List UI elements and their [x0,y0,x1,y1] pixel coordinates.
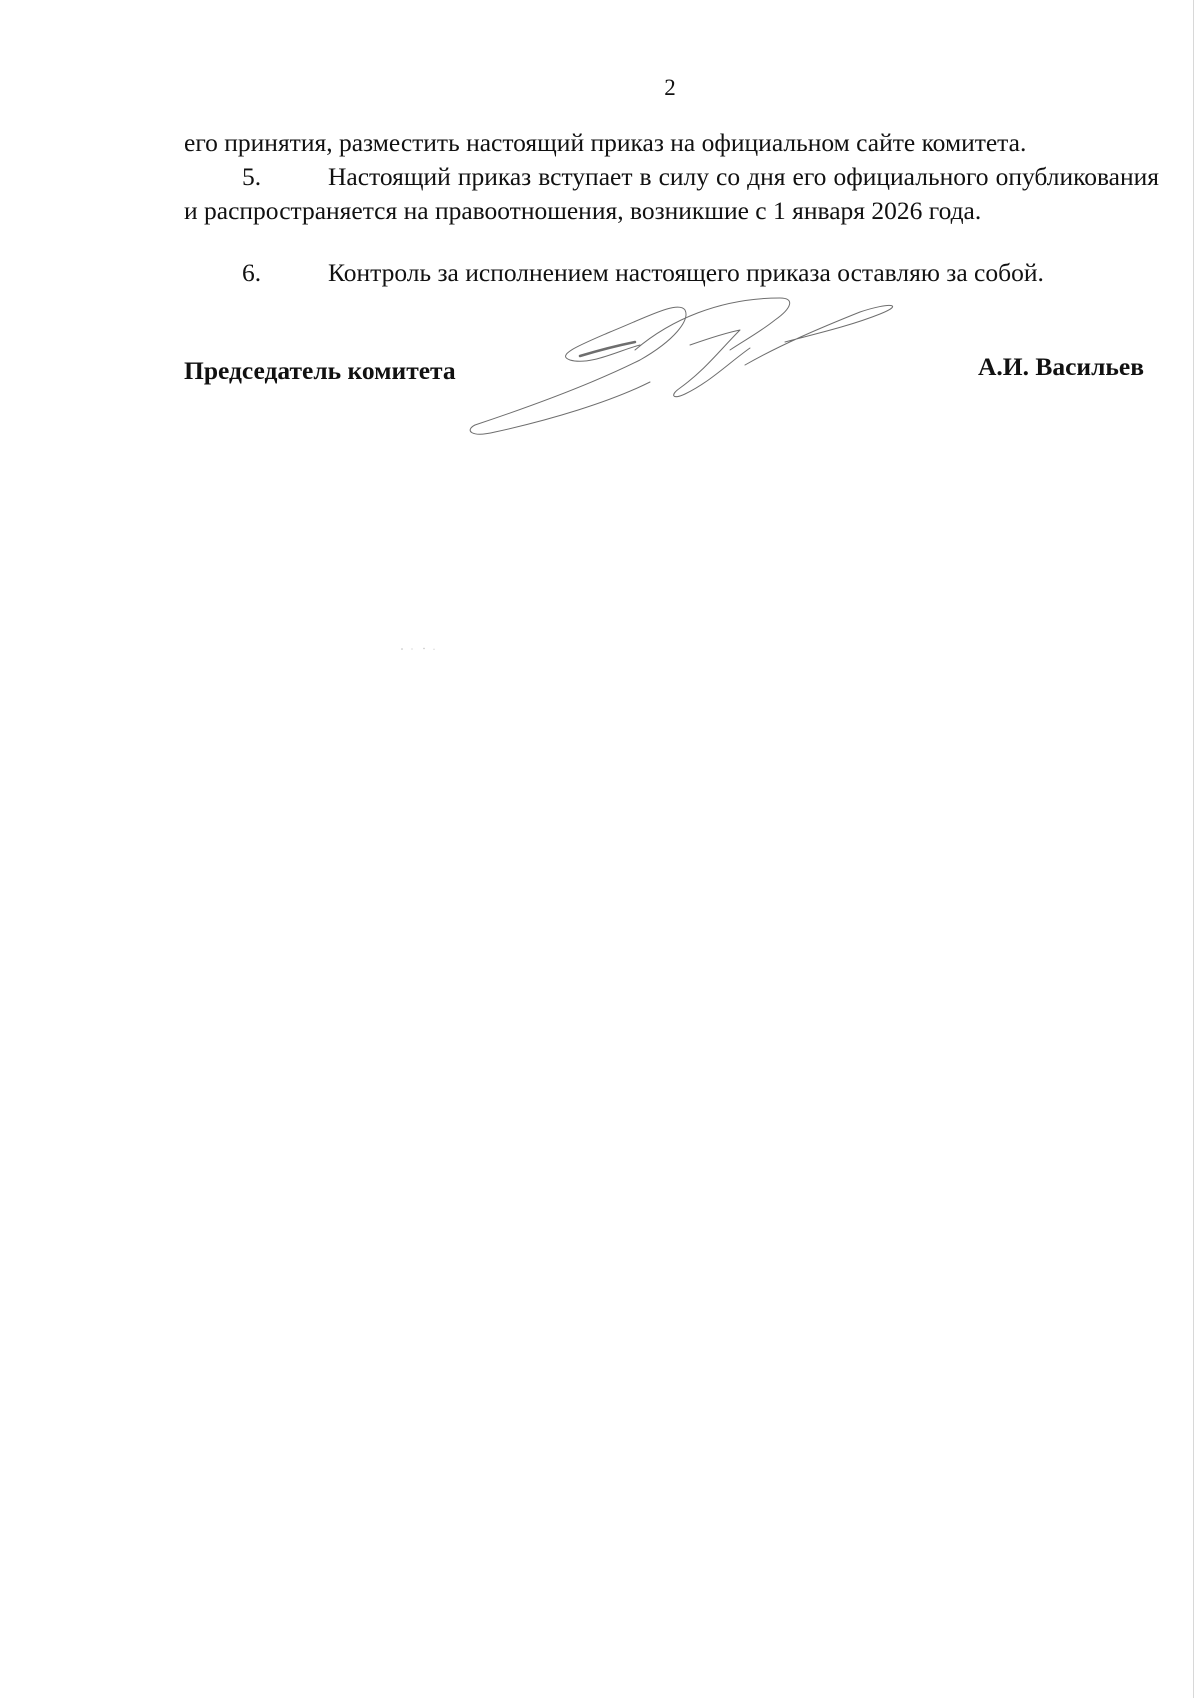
signature-stroke-lower-loop [470,382,650,434]
signature-stroke-top-arc [635,298,790,350]
scan-artifact-dot [433,649,434,650]
signature-stroke-z [674,330,750,397]
handwritten-signature [460,290,930,440]
paragraph-6 [184,256,1159,290]
page-number: 2 [664,75,676,100]
signature-stroke-tail [745,305,893,365]
paragraph-5-number: 5. [242,162,262,191]
signer-name: А.И. Васильев [977,352,1144,381]
scan-artifact [398,646,440,652]
continued-paragraph-line: его принятия, разместить настоящий приказ на официальном сайте комитета. [184,128,1027,157]
scan-artifact-dot [423,648,424,649]
page-edge-line [1193,0,1194,1698]
paragraph-5-text: Настоящий приказ вступает в силу со дня его официального опубликования и распространяется на правоотношения, возникшие с 1 января 2026 года. [184,162,1159,225]
signer-title: Председатель комитета [184,356,456,385]
scan-artifact-dot [401,648,403,650]
paragraph-5 [184,160,1159,228]
signature-stroke-long-loop [475,307,686,425]
scan-artifact-dot [411,648,412,649]
paragraph-6-text: Контроль за исполнением настоящего приказа оставляю за собой. [328,258,1044,287]
paragraph-6-number: 6. [242,258,262,287]
